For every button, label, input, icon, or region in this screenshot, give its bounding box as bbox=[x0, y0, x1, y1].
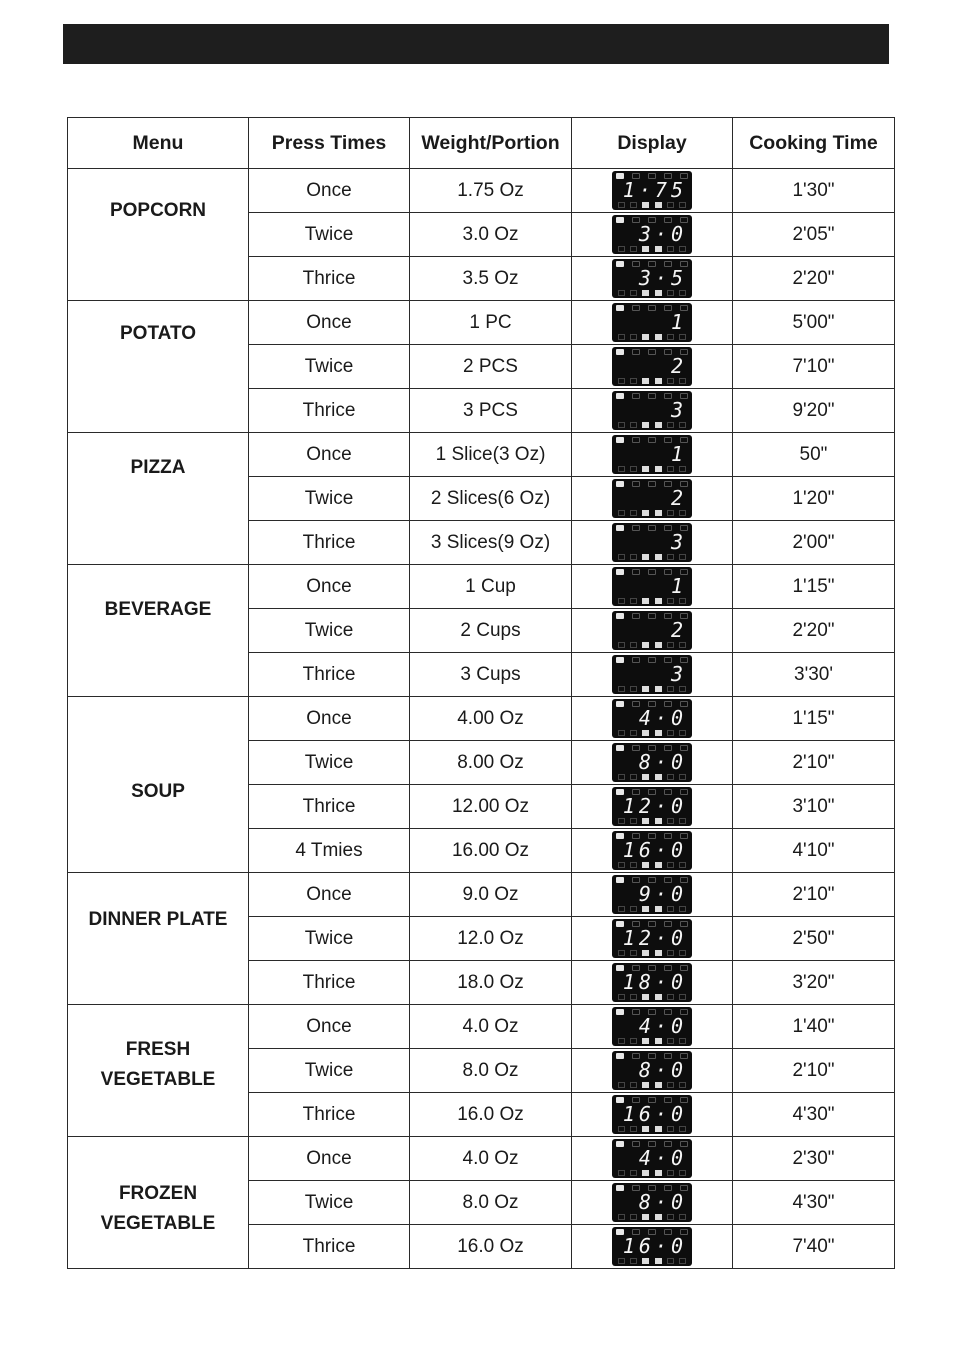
lcd-display-icon bbox=[612, 831, 692, 870]
press-times-cell: Twice bbox=[249, 477, 410, 521]
weight-cell: 18.0 Oz bbox=[410, 961, 572, 1005]
display-cell bbox=[572, 785, 733, 829]
cooking-time-cell: 2'10" bbox=[733, 741, 895, 785]
lcd-display-icon bbox=[612, 1183, 692, 1222]
weight-cell: 3 Slices(9 Oz) bbox=[410, 521, 572, 565]
lcd-display-icon bbox=[612, 699, 692, 738]
display-cell bbox=[572, 433, 733, 477]
display-readout: 16·0 bbox=[622, 838, 687, 862]
display-cell bbox=[572, 257, 733, 301]
display-readout: 4·0 bbox=[638, 706, 687, 730]
lcd-display-icon bbox=[612, 303, 692, 342]
lcd-display-icon bbox=[612, 347, 692, 386]
menu-name-cell: POTATO bbox=[68, 301, 249, 433]
cooking-time-cell: 2'10" bbox=[733, 1049, 895, 1093]
cooking-time-cell: 4'30" bbox=[733, 1093, 895, 1137]
lcd-display-icon bbox=[612, 391, 692, 430]
table-row bbox=[68, 1005, 895, 1049]
display-readout: 3 bbox=[670, 398, 687, 422]
press-times-cell: Thrice bbox=[249, 785, 410, 829]
weight-cell: 8.0 Oz bbox=[410, 1049, 572, 1093]
menu-name-cell: SOUP bbox=[68, 697, 249, 873]
press-times-cell: Twice bbox=[249, 917, 410, 961]
weight-cell: 16.0 Oz bbox=[410, 1093, 572, 1137]
weight-cell: 4.0 Oz bbox=[410, 1005, 572, 1049]
cooking-time-cell: 2'20" bbox=[733, 609, 895, 653]
table-row bbox=[68, 697, 895, 741]
lcd-display-icon bbox=[612, 215, 692, 254]
cooking-time-cell: 1'15" bbox=[733, 697, 895, 741]
display-readout: 3 bbox=[670, 530, 687, 554]
weight-cell: 9.0 Oz bbox=[410, 873, 572, 917]
column-header-display: Display bbox=[572, 118, 733, 169]
display-readout: 3·0 bbox=[638, 222, 687, 246]
lcd-display-icon bbox=[612, 875, 692, 914]
column-header-cooking-time: Cooking Time bbox=[733, 118, 895, 169]
display-readout: 4·0 bbox=[638, 1014, 687, 1038]
lcd-display-icon bbox=[612, 611, 692, 650]
lcd-display-icon bbox=[612, 743, 692, 782]
cooking-time-cell: 3'30' bbox=[733, 653, 895, 697]
lcd-display-icon bbox=[612, 1227, 692, 1266]
weight-cell: 8.00 Oz bbox=[410, 741, 572, 785]
display-cell bbox=[572, 169, 733, 213]
press-times-cell: Thrice bbox=[249, 1225, 410, 1269]
display-readout: 8·0 bbox=[638, 750, 687, 774]
display-readout: 16·0 bbox=[622, 1234, 687, 1258]
display-cell bbox=[572, 565, 733, 609]
press-times-cell: Twice bbox=[249, 1049, 410, 1093]
lcd-display-icon bbox=[612, 1007, 692, 1046]
display-cell bbox=[572, 1049, 733, 1093]
table-row bbox=[68, 301, 895, 345]
cooking-time-cell: 2'10" bbox=[733, 873, 895, 917]
menu-name-cell: FRESH VEGETABLE bbox=[68, 1005, 249, 1137]
display-readout: 1 bbox=[670, 442, 687, 466]
press-times-cell: Twice bbox=[249, 741, 410, 785]
display-readout: 1 bbox=[670, 574, 687, 598]
weight-cell: 16.00 Oz bbox=[410, 829, 572, 873]
lcd-display-icon bbox=[612, 787, 692, 826]
cooking-time-cell: 9'20" bbox=[733, 389, 895, 433]
press-times-cell: Thrice bbox=[249, 1093, 410, 1137]
table-row bbox=[68, 169, 895, 213]
weight-cell: 12.0 Oz bbox=[410, 917, 572, 961]
display-readout: 12·0 bbox=[622, 794, 687, 818]
display-readout: 12·0 bbox=[622, 926, 687, 950]
press-times-cell: Twice bbox=[249, 609, 410, 653]
menu-name-cell: PIZZA bbox=[68, 433, 249, 565]
cooking-time-cell: 7'40" bbox=[733, 1225, 895, 1269]
display-cell bbox=[572, 917, 733, 961]
press-times-cell: Once bbox=[249, 433, 410, 477]
table-row bbox=[68, 873, 895, 917]
display-cell bbox=[572, 697, 733, 741]
weight-cell: 1 Slice(3 Oz) bbox=[410, 433, 572, 477]
display-readout: 8·0 bbox=[638, 1190, 687, 1214]
cooking-time-cell: 4'30" bbox=[733, 1181, 895, 1225]
lcd-display-icon bbox=[612, 435, 692, 474]
display-cell bbox=[572, 1181, 733, 1225]
cooking-time-cell: 1'15" bbox=[733, 565, 895, 609]
display-cell bbox=[572, 1005, 733, 1049]
cooking-time-cell: 2'50" bbox=[733, 917, 895, 961]
lcd-display-icon bbox=[612, 523, 692, 562]
display-cell bbox=[572, 477, 733, 521]
display-cell bbox=[572, 609, 733, 653]
lcd-display-icon bbox=[612, 1095, 692, 1134]
weight-cell: 2 PCS bbox=[410, 345, 572, 389]
weight-cell: 1 Cup bbox=[410, 565, 572, 609]
press-times-cell: Once bbox=[249, 697, 410, 741]
press-times-cell: Once bbox=[249, 1137, 410, 1181]
display-cell bbox=[572, 389, 733, 433]
table-row bbox=[68, 433, 895, 477]
weight-cell: 4.00 Oz bbox=[410, 697, 572, 741]
weight-cell: 1.75 Oz bbox=[410, 169, 572, 213]
cooking-time-cell: 50" bbox=[733, 433, 895, 477]
auto-menu-table bbox=[67, 117, 895, 1269]
display-cell bbox=[572, 653, 733, 697]
press-times-cell: Once bbox=[249, 169, 410, 213]
press-times-cell: Once bbox=[249, 301, 410, 345]
display-readout: 18·0 bbox=[622, 970, 687, 994]
display-readout: 3·5 bbox=[638, 266, 687, 290]
column-header-press-times: Press Times bbox=[249, 118, 410, 169]
weight-cell: 12.00 Oz bbox=[410, 785, 572, 829]
lcd-display-icon bbox=[612, 1139, 692, 1178]
display-readout: 4·0 bbox=[638, 1146, 687, 1170]
display-readout: 1 bbox=[670, 310, 687, 334]
lcd-display-icon bbox=[612, 479, 692, 518]
display-readout: 2 bbox=[670, 618, 687, 642]
menu-name-cell: BEVERAGE bbox=[68, 565, 249, 697]
cooking-time-cell: 2'30" bbox=[733, 1137, 895, 1181]
press-times-cell: Once bbox=[249, 873, 410, 917]
cooking-time-cell: 3'20" bbox=[733, 961, 895, 1005]
display-readout: 8·0 bbox=[638, 1058, 687, 1082]
weight-cell: 3 PCS bbox=[410, 389, 572, 433]
display-readout: 2 bbox=[670, 486, 687, 510]
lcd-display-icon bbox=[612, 963, 692, 1002]
lcd-display-icon bbox=[612, 567, 692, 606]
lcd-display-icon bbox=[612, 919, 692, 958]
table-body bbox=[68, 169, 895, 1269]
press-times-cell: Thrice bbox=[249, 653, 410, 697]
menu-name-cell: DINNER PLATE bbox=[68, 873, 249, 1005]
cooking-time-cell: 7'10" bbox=[733, 345, 895, 389]
column-header-weight: Weight/Portion bbox=[410, 118, 572, 169]
display-readout: 9·0 bbox=[638, 882, 687, 906]
lcd-display-icon bbox=[612, 1051, 692, 1090]
cooking-time-cell: 4'10" bbox=[733, 829, 895, 873]
display-readout: 3 bbox=[670, 662, 687, 686]
weight-cell: 4.0 Oz bbox=[410, 1137, 572, 1181]
press-times-cell: Twice bbox=[249, 1181, 410, 1225]
display-cell bbox=[572, 829, 733, 873]
cooking-time-cell: 2'20" bbox=[733, 257, 895, 301]
press-times-cell: 4 Tmies bbox=[249, 829, 410, 873]
table-row bbox=[68, 565, 895, 609]
menu-name-cell: FROZEN VEGETABLE bbox=[68, 1137, 249, 1269]
header-bar bbox=[63, 24, 889, 64]
weight-cell: 2 Slices(6 Oz) bbox=[410, 477, 572, 521]
display-cell bbox=[572, 1225, 733, 1269]
display-cell bbox=[572, 213, 733, 257]
weight-cell: 2 Cups bbox=[410, 609, 572, 653]
display-readout: 2 bbox=[670, 354, 687, 378]
cooking-time-cell: 1'30" bbox=[733, 169, 895, 213]
cooking-time-cell: 2'00" bbox=[733, 521, 895, 565]
weight-cell: 3.5 Oz bbox=[410, 257, 572, 301]
weight-cell: 8.0 Oz bbox=[410, 1181, 572, 1225]
display-cell bbox=[572, 345, 733, 389]
lcd-display-icon bbox=[612, 171, 692, 210]
press-times-cell: Thrice bbox=[249, 521, 410, 565]
display-cell bbox=[572, 301, 733, 345]
lcd-display-icon bbox=[612, 259, 692, 298]
display-readout: 16·0 bbox=[622, 1102, 687, 1126]
press-times-cell: Once bbox=[249, 565, 410, 609]
cooking-time-cell: 3'10" bbox=[733, 785, 895, 829]
cooking-time-cell: 2'05" bbox=[733, 213, 895, 257]
menu-name-cell: POPCORN bbox=[68, 169, 249, 301]
display-cell bbox=[572, 961, 733, 1005]
display-cell bbox=[572, 741, 733, 785]
press-times-cell: Twice bbox=[249, 213, 410, 257]
table-row bbox=[68, 1137, 895, 1181]
weight-cell: 16.0 Oz bbox=[410, 1225, 572, 1269]
weight-cell: 1 PC bbox=[410, 301, 572, 345]
cooking-time-cell: 1'40" bbox=[733, 1005, 895, 1049]
weight-cell: 3 Cups bbox=[410, 653, 572, 697]
column-header-menu: Menu bbox=[68, 118, 249, 169]
display-cell bbox=[572, 1137, 733, 1181]
lcd-display-icon bbox=[612, 655, 692, 694]
press-times-cell: Thrice bbox=[249, 961, 410, 1005]
table-header-row bbox=[68, 118, 895, 169]
cooking-time-cell: 1'20" bbox=[733, 477, 895, 521]
display-cell bbox=[572, 1093, 733, 1137]
display-readout: 1·75 bbox=[622, 178, 687, 202]
press-times-cell: Thrice bbox=[249, 257, 410, 301]
press-times-cell: Twice bbox=[249, 345, 410, 389]
press-times-cell: Once bbox=[249, 1005, 410, 1049]
cooking-time-cell: 5'00" bbox=[733, 301, 895, 345]
display-cell bbox=[572, 521, 733, 565]
press-times-cell: Thrice bbox=[249, 389, 410, 433]
display-cell bbox=[572, 873, 733, 917]
weight-cell: 3.0 Oz bbox=[410, 213, 572, 257]
